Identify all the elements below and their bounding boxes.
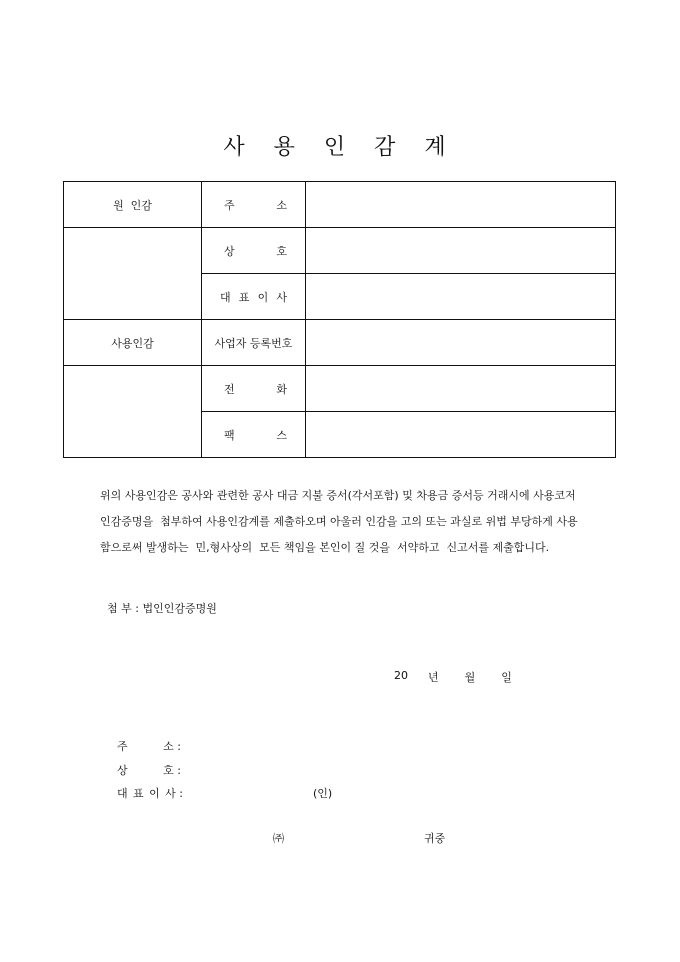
fax-label: 팩 스 — [202, 412, 306, 458]
address-value-cell[interactable] — [306, 182, 616, 228]
company-name-value-cell[interactable] — [306, 228, 616, 274]
date-line — [394, 669, 512, 685]
corp-mark: ㈜ — [273, 832, 284, 845]
signer-company-row: 상 호 : — [117, 764, 181, 777]
date-year-unit: 년 — [428, 671, 439, 684]
seal-form-table — [63, 181, 616, 458]
original-seal-label: 원 인감 — [64, 182, 202, 228]
page-title: 사 용 인 감 계 — [223, 135, 457, 160]
table-row — [64, 182, 616, 228]
representative-value-cell[interactable] — [306, 274, 616, 320]
statement-line: 인감증명을 첨부하여 사용인감계를 제출하오며 아울러 인감을 고의 또는 과실로 위법 부당하게 사용 — [100, 515, 578, 528]
statement-paragraph — [100, 483, 615, 561]
phone-label: 전 화 — [202, 366, 306, 412]
fax-value-cell[interactable] — [306, 412, 616, 458]
used-seal-label: 사용인감 — [64, 320, 202, 366]
statement-line: 위의 사용인감은 공사와 관련한 공사 대금 지불 증서(각서포함) 및 차용금 증서등 거래시에 사용코저 — [100, 489, 576, 502]
date-day-unit: 일 — [501, 671, 512, 684]
table-row — [64, 228, 616, 274]
signer-address-row: 주 소 : — [117, 740, 181, 753]
statement-line: 함으로써 발생하는 민,형사상의 모든 책임을 본인이 질 것을 서약하고 신고서를 제출합니다. — [100, 541, 550, 554]
address-label: 주 소 — [202, 182, 306, 228]
attachment-note: 첨 부 : 법인인감증명원 — [107, 602, 217, 615]
original-seal-stamp-cell — [64, 228, 202, 320]
date-month-unit: 월 — [464, 671, 476, 684]
business-reg-value-cell[interactable] — [306, 320, 616, 366]
seal-mark: (인) — [313, 787, 333, 800]
phone-value-cell[interactable] — [306, 366, 616, 412]
company-name-label: 상 호 — [202, 228, 306, 274]
business-reg-label: 사업자 등록번호 — [202, 320, 306, 366]
recipient-label: 귀중 — [424, 832, 446, 845]
signer-representative-row: 대 표 이 사 : (인) — [117, 787, 333, 800]
table-row — [64, 366, 616, 412]
date-year: 20 — [394, 669, 408, 682]
table-row — [64, 320, 616, 366]
representative-label: 대 표 이 사 — [202, 274, 306, 320]
used-seal-stamp-cell — [64, 366, 202, 458]
